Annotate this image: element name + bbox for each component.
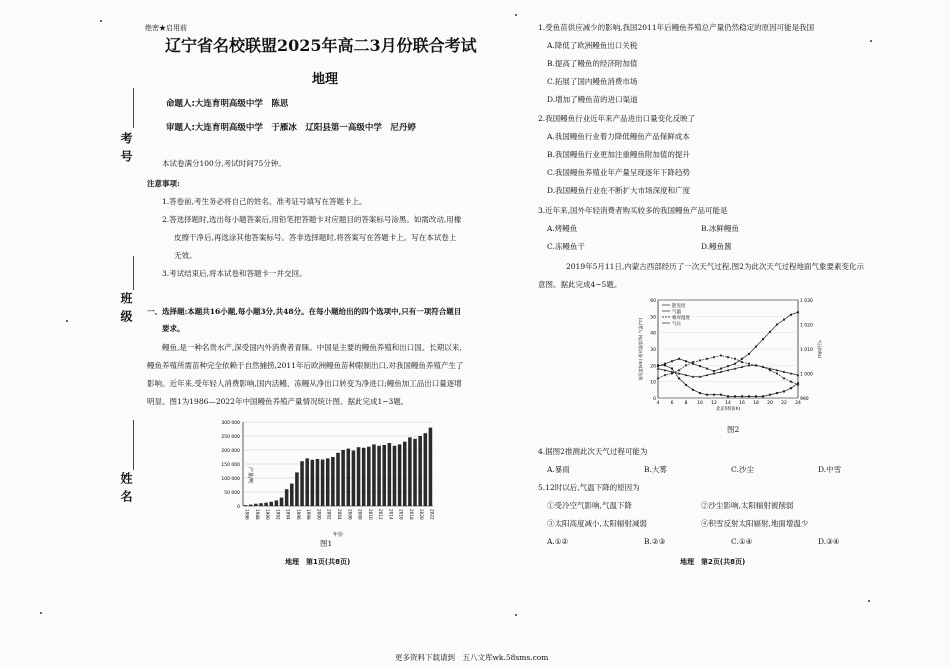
x-tick-label: 1996 [295, 509, 301, 520]
x-tick-label: 12 [711, 401, 717, 406]
note-2-line-2: 皮擦干净后,再选涂其他答案标号。答非选择题时,将答案写在答题卡上。写在本试卷上 [174, 233, 457, 242]
bar [418, 436, 422, 506]
q2-option-a: A.我国鳗鱼行业着力降低鳗鱼产品保鲜成本 [547, 132, 690, 141]
passage-2-line-2: 意图。据此完成4~5题。 [538, 280, 622, 289]
bar [336, 453, 340, 506]
x-tick-label: 18 [753, 401, 759, 406]
bar [393, 446, 397, 506]
note-1: 1.答卷前,考生务必将自己的姓名、准考证号填写在答题卡上。 [162, 197, 367, 206]
scan-dot [515, 614, 517, 616]
y-right-tick-label: 1 020 [800, 323, 813, 329]
bar [326, 458, 330, 506]
bar [352, 451, 356, 506]
bar [408, 437, 412, 506]
series-point [762, 338, 764, 340]
series-point [720, 368, 722, 370]
y-left-tick-label: 40 [650, 331, 656, 337]
series-point [678, 369, 681, 372]
x-tick-label: 8 [684, 401, 688, 406]
bar [331, 457, 335, 506]
x-tick-label: 22 [781, 401, 787, 406]
x-tick-label: 2018 [408, 509, 414, 520]
series-point [699, 392, 701, 394]
note-2-line-3: 无效。 [174, 251, 197, 260]
series-point [692, 363, 694, 365]
series-point [783, 390, 785, 392]
q4-option-a: A.暴雨 [547, 465, 570, 474]
bar [347, 449, 351, 506]
series-point [769, 331, 771, 333]
download-note: 更多资料下载请到 五八文库wk.58sms.com [395, 653, 549, 662]
q3-option-a: A.烤鳗鱼 [547, 224, 578, 233]
bar [424, 433, 428, 506]
y-tick-label: 50 000 [224, 491, 240, 496]
x-tick-label: 2006 [347, 509, 353, 520]
x-tick-label: 14 [725, 401, 731, 406]
series-point [699, 365, 701, 367]
x-tick-label: 2002 [326, 509, 332, 520]
series-point [699, 359, 702, 362]
series-point [734, 357, 737, 360]
bar [305, 458, 309, 506]
q1-option-b: B.提高了鳗鱼的经济附加值 [547, 59, 638, 68]
series-point [727, 356, 730, 359]
bar [357, 447, 361, 506]
series-point [685, 364, 688, 367]
passage-line-3: 影响。近年来,受年轻人消费影响,国内活鳗、冻鳗从净出口转变为净进口;鳗鱼加工品出口量逐增 [147, 379, 462, 388]
series-point [776, 392, 778, 394]
q5-statement-4: ④积雪反射太阳辐射,地面增温少 [701, 519, 809, 528]
class-line [133, 256, 134, 290]
q2-option-c: C.我国鳗鱼养殖业年产量呈现逐年下降趋势 [547, 168, 690, 177]
passage-line-4: 明显。图1为1986—2022年中国鳗鱼养殖产量情况统计图。据此完成1~3题。 [147, 397, 409, 406]
x-tick-label: 2014 [388, 509, 394, 520]
bar [269, 502, 273, 506]
class-label: 班级 [119, 292, 133, 328]
x-axis-label: 北京时间(h) [715, 407, 741, 412]
q2-option-d: D.我国鳗鱼行业在不断扩大市场深度和广度 [547, 186, 691, 195]
x-tick-label: 10 [697, 401, 703, 406]
series-point [678, 377, 680, 379]
x-tick-label: 2022 [429, 509, 435, 520]
passage-line-2: 鳗鱼养殖所需苗种完全依赖于自然捕捞,2011年后欧洲鳗鱼苗种限制出口,对我国鳗鱼养殖产生了 [147, 361, 464, 370]
series-point [790, 380, 793, 383]
series-point [706, 368, 708, 370]
scan-dot [515, 14, 517, 16]
bar [398, 444, 402, 506]
series-point [720, 354, 723, 357]
y-left-tick-label: 20 [650, 364, 656, 370]
series-point [790, 314, 792, 316]
y-right-tick-label: 1 000 [800, 372, 813, 378]
series-point [741, 358, 743, 360]
q5-stem: 5.12时以后,气温下降的原因为 [538, 483, 640, 492]
x-tick-label: 16 [739, 401, 745, 406]
x-tick-label: 1998 [306, 509, 312, 520]
bar [372, 444, 376, 506]
bar [367, 447, 371, 506]
bar [377, 446, 381, 506]
q5-option-d: D.③④ [818, 537, 840, 546]
x-tick-label: 1986 [244, 509, 250, 520]
exam-number-label: 考号 [119, 132, 133, 168]
series-point [762, 395, 764, 397]
scan-dot [100, 20, 102, 22]
figure-2-line-chart [618, 294, 828, 422]
x-tick-label: 1994 [285, 509, 291, 520]
y-right-tick-label: 1 030 [800, 299, 813, 304]
y-left-axis-label: 能见度(km) 相对湿度(%) 气温(℃) [638, 317, 643, 381]
x-tick-label: 1988 [254, 509, 260, 520]
series-point [734, 363, 736, 365]
y-right-tick-label: 990 [800, 397, 809, 402]
bar [382, 445, 386, 506]
bar [311, 460, 315, 506]
bar [264, 503, 268, 506]
bar [300, 461, 304, 506]
secret-label: 绝密★启用前 [145, 24, 187, 32]
x-tick-label: 2012 [378, 509, 384, 520]
y-tick-label: 300 000 [221, 421, 240, 426]
series-point [748, 395, 750, 397]
q4-stem: 4.据图2推测此次天气过程可能为 [538, 447, 648, 456]
legend-label: 气温 [672, 309, 681, 315]
x-tick-label: 2016 [398, 509, 404, 520]
y-right-tick-label: 1 010 [800, 348, 813, 353]
x-tick-label: 24 [795, 401, 801, 406]
subject-title: 地理 [312, 72, 339, 87]
x-axis-label: 年份 [332, 532, 344, 538]
bar [403, 442, 407, 506]
note-3: 3.考试结束后,将本试卷和答题卡一并交回。 [162, 269, 307, 278]
scan-dot [868, 600, 870, 602]
section-1-heading-2: 要求。 [162, 324, 185, 333]
page-1-footer: 地理 第1页(共8页) [285, 558, 351, 566]
series-point [727, 395, 729, 397]
q4-option-c: C.沙尘 [731, 465, 754, 474]
name-line [133, 420, 134, 470]
note-2-line-1: 2.答选择题时,选出每小题答案后,用铅笔把答题卡对应题目的答案标号涂黑。如需改动,用橡 [162, 215, 462, 224]
series-point [671, 360, 673, 362]
bar [290, 484, 294, 506]
series-point [692, 389, 694, 391]
author-line-2: 审题人:大连育明高级中学 于雁冰 辽阳县第一高级中学 尼丹婷 [166, 123, 416, 133]
q1-option-d: D.增加了鳗鱼苗的进口渠道 [547, 95, 638, 104]
x-tick-label: 2000 [316, 509, 322, 520]
series-point [741, 361, 744, 364]
y-left-tick-label: 60 [650, 299, 656, 304]
bar [295, 472, 299, 506]
q3-option-b: B.冰鲜鳗鱼 [701, 224, 739, 233]
figure-1-bar-chart [205, 418, 445, 540]
q5-statement-3: ③太阳高度减小,太阳辐射减弱 [547, 519, 647, 528]
y-left-tick-label: 10 [650, 380, 656, 386]
y-axis-label: 产量/吨 [247, 467, 253, 484]
q5-option-b: B.②③ [644, 537, 666, 546]
page-2-footer: 地理 第2页(共8页) [680, 558, 746, 566]
scan-dot [40, 612, 42, 614]
bar [280, 498, 284, 506]
series-point [755, 395, 757, 397]
x-tick-label: 1992 [275, 509, 281, 520]
name-label: 姓名 [119, 472, 133, 508]
legend-label: 能见度 [672, 303, 686, 309]
x-tick-label: 4 [656, 401, 660, 406]
y-tick-label: 250 000 [221, 435, 240, 440]
series-point [713, 394, 715, 396]
series-point [776, 324, 778, 326]
series-point [664, 374, 667, 377]
series-point [671, 367, 673, 369]
series-point [664, 363, 666, 365]
author-line-1: 命题人:大连育明高级中学 陈思 [166, 99, 289, 109]
y-tick-label: 100 000 [221, 477, 240, 482]
q3-stem: 3.近年来,国外年轻消费者购买较多的我国鳗鱼产品可能是 [538, 206, 728, 215]
bar [249, 505, 253, 506]
bar [259, 503, 263, 506]
series-point [657, 365, 659, 367]
x-tick-label: 6 [670, 401, 674, 406]
q5-option-c: C.①④ [731, 537, 753, 546]
y-left-tick-label: 50 [650, 315, 656, 321]
q3-option-c: C.冻鳗鱼干 [547, 242, 585, 251]
bar [413, 439, 417, 506]
x-tick-label: 1990 [265, 509, 271, 520]
series-point [755, 346, 757, 348]
q5-option-a: A.①② [547, 537, 569, 546]
x-tick-label: 2004 [337, 509, 342, 520]
scan-dot [66, 320, 68, 322]
figure-1-caption: 图1 [320, 539, 333, 548]
passage-line-1: 鳗鱼,是一种名贵水产,深受国内外消费者青睐。中国是主要的鳗鱼养殖和出口国。长期以来, [162, 343, 462, 352]
bar [275, 500, 279, 506]
q1-option-a: A.降低了欧洲鳗鱼出口关税 [547, 41, 638, 50]
y-tick-label: 150 000 [221, 463, 240, 468]
legend-label: 气压 [672, 321, 681, 327]
y-tick-label: 200 000 [221, 449, 240, 454]
y-left-tick-label: 30 [650, 348, 656, 353]
series-point [790, 387, 792, 389]
q4-option-b: B.大雾 [644, 465, 667, 474]
series-point [657, 367, 660, 369]
series-point [720, 394, 722, 396]
y-tick-label: 0 [237, 505, 240, 510]
x-tick-label: 20 [767, 401, 773, 406]
series-point [706, 357, 709, 360]
bar [285, 489, 289, 506]
bar [388, 443, 392, 506]
series-point [706, 394, 708, 396]
series-point [776, 372, 779, 375]
bar [254, 504, 258, 506]
series-point [727, 365, 729, 367]
series-point [769, 394, 771, 396]
series-point [748, 362, 751, 365]
bar [362, 448, 366, 506]
y-right-axis-label: 气压(hPa) [817, 339, 822, 359]
series-point [678, 358, 680, 360]
series-point [783, 319, 785, 321]
exam-number-line [133, 88, 134, 128]
q2-stem: 2.我国鳗鱼行业近年来产品进出口量变化反映了 [538, 114, 696, 123]
series-point [797, 311, 799, 313]
x-tick-label: 2020 [419, 509, 425, 520]
bar [429, 428, 433, 506]
passage-2-line-1: 2019年5月11日,内蒙古西部经历了一次天气过程,图2为此次天气过程地面气象要素变化示 [566, 262, 864, 271]
score-info: 本试卷满分100分,考试时间75分钟。 [162, 159, 286, 168]
q1-option-c: C.拓展了国内鳗鱼消费市场 [547, 77, 638, 86]
x-tick-label: 2010 [367, 509, 373, 520]
exam-title: 辽宁省名校联盟2025年高二3月份联合考试 [165, 36, 477, 55]
series-point [748, 353, 750, 355]
bar [244, 505, 248, 506]
series-point [713, 356, 716, 359]
section-1-heading: 一、选择题:本题共16小题,每小题3分,共48分。在每小题给出的四个选项中,只有一项符合题目 [147, 307, 462, 316]
bar [321, 460, 325, 506]
q4-option-d: D.中雪 [818, 465, 842, 474]
series-point [783, 377, 786, 380]
legend-label: 相对湿度 [672, 315, 690, 321]
series-point [685, 360, 687, 362]
series-point [657, 377, 660, 380]
series-point [741, 395, 743, 397]
figure-2-caption: 图2 [727, 425, 740, 434]
y-left-tick-label: 0 [653, 397, 656, 402]
bar [341, 450, 345, 506]
q3-option-d: D.鳗鱼酱 [701, 242, 732, 251]
q5-statement-1: ①受冷空气影响,气温下降 [547, 501, 632, 510]
q5-statement-2: ②沙尘影响,太阳辐射被削弱 [701, 501, 794, 510]
q2-option-b: B.我国鳗鱼行业更加注重鳗鱼附加值的提升 [547, 150, 690, 159]
series-point [734, 395, 736, 397]
series-point [685, 384, 687, 386]
q1-stem: 1.受鱼苗供应减少的影响,我国2011年后鳗鱼养殖总产量仍然稳定的原因可能是我国 [538, 23, 815, 32]
series-point [713, 370, 715, 372]
x-tick-label: 2008 [357, 509, 363, 520]
bar [316, 459, 320, 506]
scan-dot [870, 40, 872, 42]
notes-title: 注意事项: [147, 179, 180, 188]
